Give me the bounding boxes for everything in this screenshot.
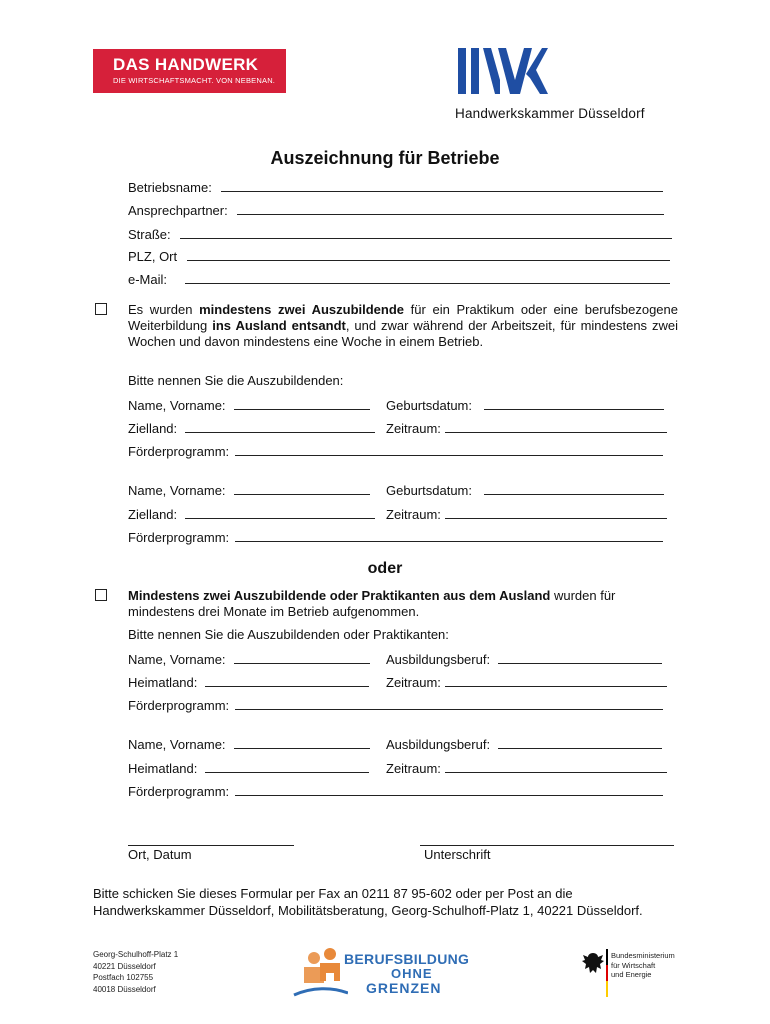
field-label: e-Mail: — [128, 272, 168, 287]
opt2-e2-name[interactable]: Name, Vorname: — [128, 736, 370, 753]
opt2-e1-job[interactable]: Ausbildungsberuf: — [386, 651, 662, 668]
fill-line[interactable] — [234, 651, 370, 664]
option1-prompt: Bitte nennen Sie die Auszubildenden: — [128, 373, 344, 388]
fill-line[interactable] — [498, 736, 662, 749]
fill-line[interactable] — [445, 674, 667, 687]
fill-line[interactable] — [484, 397, 664, 410]
option2-prompt: Bitte nennen Sie die Auszubildenden oder Praktikanten: — [128, 627, 449, 642]
opt1-e1-period[interactable]: Zeitraum: — [386, 420, 667, 437]
closing-line-1: Bitte schicken Sie dieses Formular per Fax an 0211 87 95-602 oder per Post an die — [93, 886, 573, 901]
flag-stripe-gold — [606, 981, 608, 997]
fill-line[interactable] — [237, 202, 664, 215]
das-handwerk-logo — [93, 49, 286, 93]
field-betriebsname[interactable] — [128, 179, 663, 196]
opt1-e1-program[interactable]: Förderprogramm: — [128, 443, 663, 460]
field-label: Betriebsname: — [128, 180, 212, 195]
option1-checkbox[interactable] — [95, 303, 107, 315]
opt1-e1-name[interactable]: Name, Vorname: — [128, 397, 370, 414]
fill-line[interactable] — [234, 736, 370, 749]
option1-text: Es wurden mindestens zwei Auszubildende für ein Praktikum oder eine berufsbezogene Weiterbildung ins Ausland entsandt, und zwar während der Arbeitszeit, für mindestens zwei Wochen und davon mindestens eine Woche in einem Betrieb. — [128, 302, 678, 349]
fill-line[interactable] — [205, 674, 369, 687]
bob-line-3: GRENZEN — [366, 980, 442, 996]
fill-line[interactable] — [235, 443, 663, 456]
fill-line[interactable] — [484, 482, 664, 495]
closing-line-2: Handwerkskammer Düsseldorf, Mobilitätsberatung, Georg-Schulhoff-Platz 1, 40221 Düsseldorf. — [93, 903, 643, 918]
fill-line[interactable] — [445, 506, 667, 519]
form-title: Auszeichnung für Betriebe — [270, 148, 500, 168]
flag-stripe-red — [606, 965, 608, 981]
fill-line[interactable] — [445, 760, 667, 773]
field-ansprechpartner[interactable] — [128, 202, 664, 219]
bob-line-1: BERUFSBILDUNG — [344, 951, 470, 967]
address-line: Georg-Schulhoff-Platz 1 — [93, 950, 179, 959]
oder-separator: oder — [367, 560, 403, 577]
opt1-e2-program[interactable]: Förderprogramm: — [128, 529, 663, 546]
address-line: 40221 Düsseldorf — [93, 961, 156, 971]
fill-line[interactable] — [445, 420, 667, 433]
bob-line-2: OHNE — [391, 966, 433, 981]
fill-line[interactable] — [185, 506, 375, 519]
fill-line[interactable] — [185, 420, 375, 433]
field-plz-ort[interactable] — [128, 248, 670, 265]
fill-line[interactable] — [498, 651, 662, 664]
berufsbildung-ohne-grenzen-logo — [292, 947, 477, 999]
opt2-e1-name[interactable]: Name, Vorname: — [128, 651, 370, 668]
option2-text: Mindestens zwei Auszubildende oder Praktikanten aus dem Ausland wurden für mindestens drei Monate im Betrieb aufgenommen. — [128, 588, 616, 619]
opt2-e2-country[interactable]: Heimatland: — [128, 760, 369, 777]
opt1-e1-birth[interactable]: Geburtsdatum: — [386, 397, 664, 414]
field-label: PLZ, Ort — [128, 249, 178, 264]
opt2-e1-period[interactable]: Zeitraum: — [386, 674, 667, 691]
signature-line[interactable] — [420, 844, 674, 846]
fill-line[interactable] — [187, 248, 670, 261]
handwerk-logo-title: DAS HANDWERK — [113, 55, 259, 74]
fill-line[interactable] — [235, 697, 663, 710]
handwerk-logo-slogan: DIE WIRTSCHAFTSMACHT. VON NEBENAN. — [113, 76, 276, 85]
fill-line[interactable] — [180, 226, 672, 239]
fill-line[interactable] — [234, 397, 370, 410]
opt1-e2-birth[interactable]: Geburtsdatum: — [386, 482, 664, 499]
fill-line[interactable] — [185, 271, 670, 284]
field-email[interactable] — [128, 271, 670, 288]
fill-line[interactable] — [205, 760, 369, 773]
opt2-e2-job[interactable]: Ausbildungsberuf: — [386, 736, 662, 753]
opt1-e2-country[interactable]: Zielland: — [128, 506, 375, 523]
bmwi-text: Bundesministerium für Wirtschaft und Energie — [611, 951, 675, 979]
field-label: Ansprechpartner: — [128, 203, 228, 218]
opt2-e1-program[interactable]: Förderprogramm: — [128, 697, 663, 714]
opt1-e1-country[interactable]: Zielland: — [128, 420, 375, 437]
hwk-logo-icon — [458, 46, 548, 96]
opt2-e1-country[interactable]: Heimatland: — [128, 674, 369, 691]
address-line: Postfach 102755 — [93, 973, 154, 982]
footer-address — [93, 949, 178, 995]
field-label: Straße: — [128, 227, 171, 242]
bmwi-logo — [578, 949, 688, 997]
fill-line[interactable] — [234, 482, 370, 495]
address-line: 40018 Düsseldorf — [93, 984, 156, 994]
people-icon — [292, 947, 348, 999]
option2-checkbox[interactable] — [95, 589, 107, 601]
hwk-duesseldorf-logo — [455, 46, 680, 126]
opt1-e2-period[interactable]: Zeitraum: — [386, 506, 667, 523]
opt2-e2-program[interactable]: Förderprogramm: — [128, 783, 663, 800]
place-date-label: Ort, Datum — [128, 847, 192, 862]
hwk-logo-name: Handwerkskammer Düsseldorf — [455, 106, 645, 121]
fill-line[interactable] — [235, 783, 663, 796]
fill-line[interactable] — [235, 529, 663, 542]
place-date-line[interactable] — [128, 844, 294, 846]
opt2-e2-period[interactable]: Zeitraum: — [386, 760, 667, 777]
signature-label: Unterschrift — [424, 847, 491, 862]
fill-line[interactable] — [221, 179, 663, 192]
field-strasse[interactable] — [128, 226, 672, 243]
opt1-e2-name[interactable]: Name, Vorname: — [128, 482, 370, 499]
federal-eagle-icon — [580, 951, 606, 977]
